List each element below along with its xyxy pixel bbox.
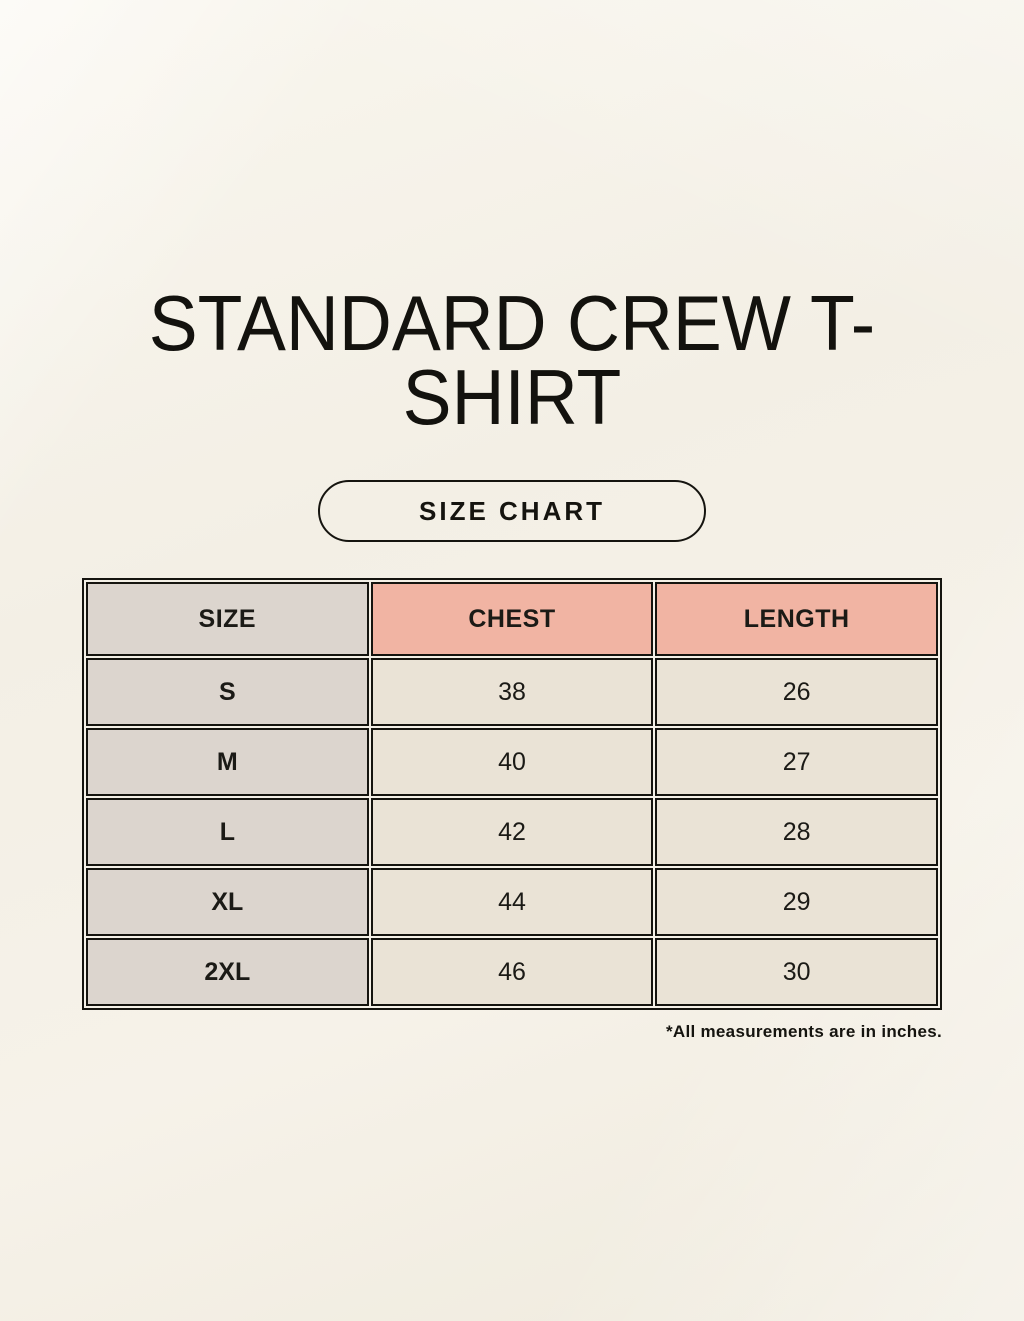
length-cell: 29 bbox=[655, 868, 938, 936]
column-header-chest: CHEST bbox=[371, 582, 654, 656]
page-title: STANDARD CREW T-SHIRT bbox=[148, 279, 876, 442]
chest-cell: 42 bbox=[371, 798, 654, 866]
chest-cell: 40 bbox=[371, 728, 654, 796]
chest-cell: 38 bbox=[371, 658, 654, 726]
length-cell: 30 bbox=[655, 938, 938, 1006]
chest-cell: 46 bbox=[371, 938, 654, 1006]
size-cell: S bbox=[86, 658, 369, 726]
size-chart-badge bbox=[318, 480, 706, 542]
column-header-size: SIZE bbox=[86, 582, 369, 656]
table-header-row bbox=[86, 582, 938, 656]
size-table bbox=[82, 578, 942, 1010]
length-cell: 26 bbox=[655, 658, 938, 726]
size-cell: XL bbox=[86, 868, 369, 936]
measurements-footnote: *All measurements are in inches. bbox=[665, 1022, 942, 1042]
size-chart-badge-label: SIZE CHART bbox=[419, 495, 605, 526]
column-header-length: LENGTH bbox=[655, 582, 938, 656]
table-row bbox=[86, 868, 938, 936]
length-cell: 28 bbox=[655, 798, 938, 866]
size-cell: L bbox=[86, 798, 369, 866]
table-row bbox=[86, 658, 938, 726]
table-row bbox=[86, 728, 938, 796]
table-row bbox=[86, 798, 938, 866]
size-cell: M bbox=[86, 728, 369, 796]
table-row bbox=[86, 938, 938, 1006]
chest-cell: 44 bbox=[371, 868, 654, 936]
size-cell: 2XL bbox=[86, 938, 369, 1006]
length-cell: 27 bbox=[655, 728, 938, 796]
